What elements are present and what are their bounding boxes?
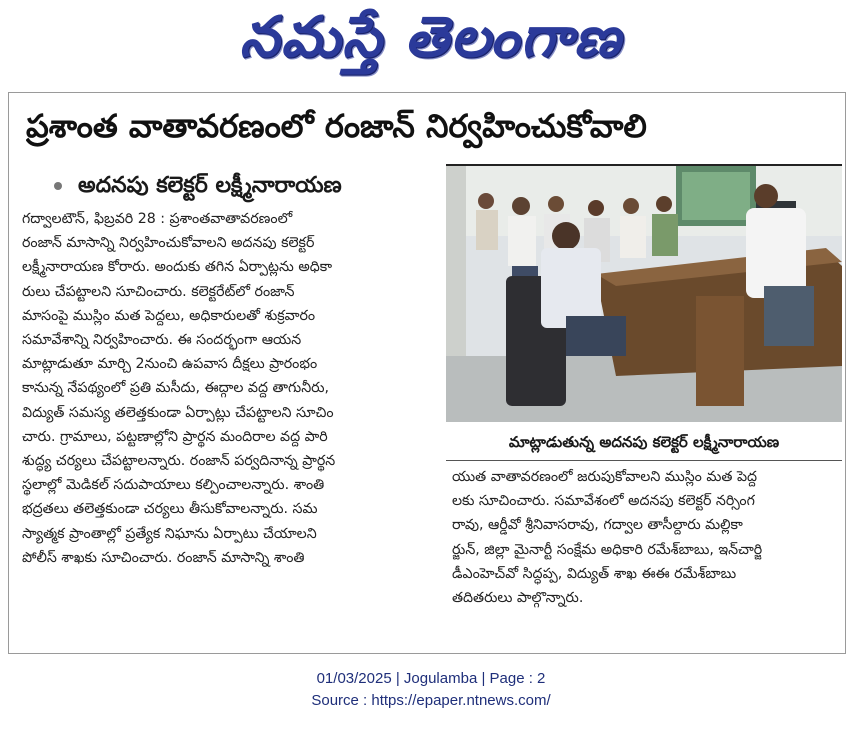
body-line: చారు. గ్రామాలు, పట్టణాల్లోని ప్రార్థన మందిరాల వద్ద పారి [22, 428, 328, 445]
edition-info: 01/03/2025 | Jogulamba | Page : 2 [316, 670, 546, 687]
source-link[interactable]: Source : https://epaper.ntnews.com/ [311, 692, 551, 709]
body-line: శుద్ధ్య చర్యలు చేపట్టాలన్నారు. రంజాన్ పర్వదినాన్న ప్రార్థన [22, 453, 336, 470]
body-line: భద్రతలు తలెత్తకుండా చర్యలు తీసుకోవాలన్నారు. సమ [22, 501, 318, 518]
meeting-photo-illustration [446, 166, 842, 422]
body-line: స్యాత్మక ప్రాంతాల్లో ప్రత్యేక నిఘాను ఏర్పాటు చేయాలని [22, 525, 317, 542]
body-line: డీఎంహెచ్‌వో సిద్ధప్ప, విద్యుత్ శాఖ ఈఈ రమేశ్‌బాబు [452, 565, 737, 582]
article-photo [446, 166, 842, 422]
body-line: యుత వాతావరణంలో జరుపుకోవాలని ముస్లిం మత పెద్ద [452, 469, 758, 485]
body-line: తదితరులు పాల్గొన్నారు. [452, 590, 584, 607]
body-line: స్థలాల్లో మెడికల్ సదుపాయాలు కల్పించాలన్నారు. శాంతి [22, 477, 325, 494]
article-subhead [54, 168, 434, 204]
body-line: మాట్లాడుతూ మార్చి 2నుంచి ఉపవాస దీక్షలు ప్రారంభం [22, 356, 318, 373]
body-line: సమావేశాన్ని నిర్వహించారు. ఈ సందర్భంగా ఆయన [22, 332, 302, 349]
body-line: లక్ష్మీనారాయణ కోరారు. అందుకు తగిన ఏర్పాట్లను అధికా [22, 259, 333, 276]
body-line: పోలీస్ శాఖకు సూచించారు. రంజాన్ మాసాన్ని శాంతి [22, 549, 305, 566]
article-body-right [452, 465, 842, 610]
page-footer [0, 668, 862, 712]
masthead [0, 0, 862, 82]
subhead-text: అదనపు కలెక్టర్ లక్ష్మీనారాయణ [78, 173, 342, 198]
article-headline: ప్రశాంత వాతావరణంలో రంజాన్ నిర్వహించుకోవాలి [26, 107, 647, 145]
body-line: విద్యుత్ సమస్య తలెత్తకుండా ఏర్పాట్లు చేపట్టాలని సూచిం [22, 404, 334, 421]
body-line: రావు, ఆర్డీవో శ్రీనివాసరావు, గద్వాల తాసీల్దారు మల్లికా [452, 517, 743, 534]
bullet-icon [54, 182, 62, 190]
body-line: రంజాన్ మాసాన్ని నిర్వహించుకోవాలని అదనపు కలెక్టర్ [22, 235, 315, 252]
article-body-left [22, 207, 442, 570]
body-line: మాసంపై ముస్లిం మత పెద్దలు, అధికారులతో శుక్రవారం [22, 307, 316, 324]
body-line: రులు చేపట్టాలని సూచించారు. కలెక్టరేట్‌లో రంజాన్ [22, 283, 295, 300]
body-line: ర్జున్, జిల్లా మైనార్టీ సంక్షేమ అధికారి రమేశ్‌బాబు, ఇన్‌చార్జి [452, 541, 763, 558]
photo-caption: మాట్లాడుతున్న అదనపు కలెక్టర్ లక్ష్మీనారాయణ [446, 424, 842, 461]
body-line: లకు సూచించారు. సమావేశంలో అదనపు కలెక్టర్ నర్సింగ [452, 493, 755, 510]
body-line: కానున్న నేపథ్యంలో ప్రతి మసీదు, ఈద్గాల వద్ద తాగునీరు, [22, 380, 329, 397]
body-line: గద్వాలటౌన్, ఫిబ్రవరి 28 : ప్రశాంతవాతావరణంలో [22, 211, 293, 227]
newspaper-logo: నమస్తే తెలంగాణ [239, 4, 623, 70]
